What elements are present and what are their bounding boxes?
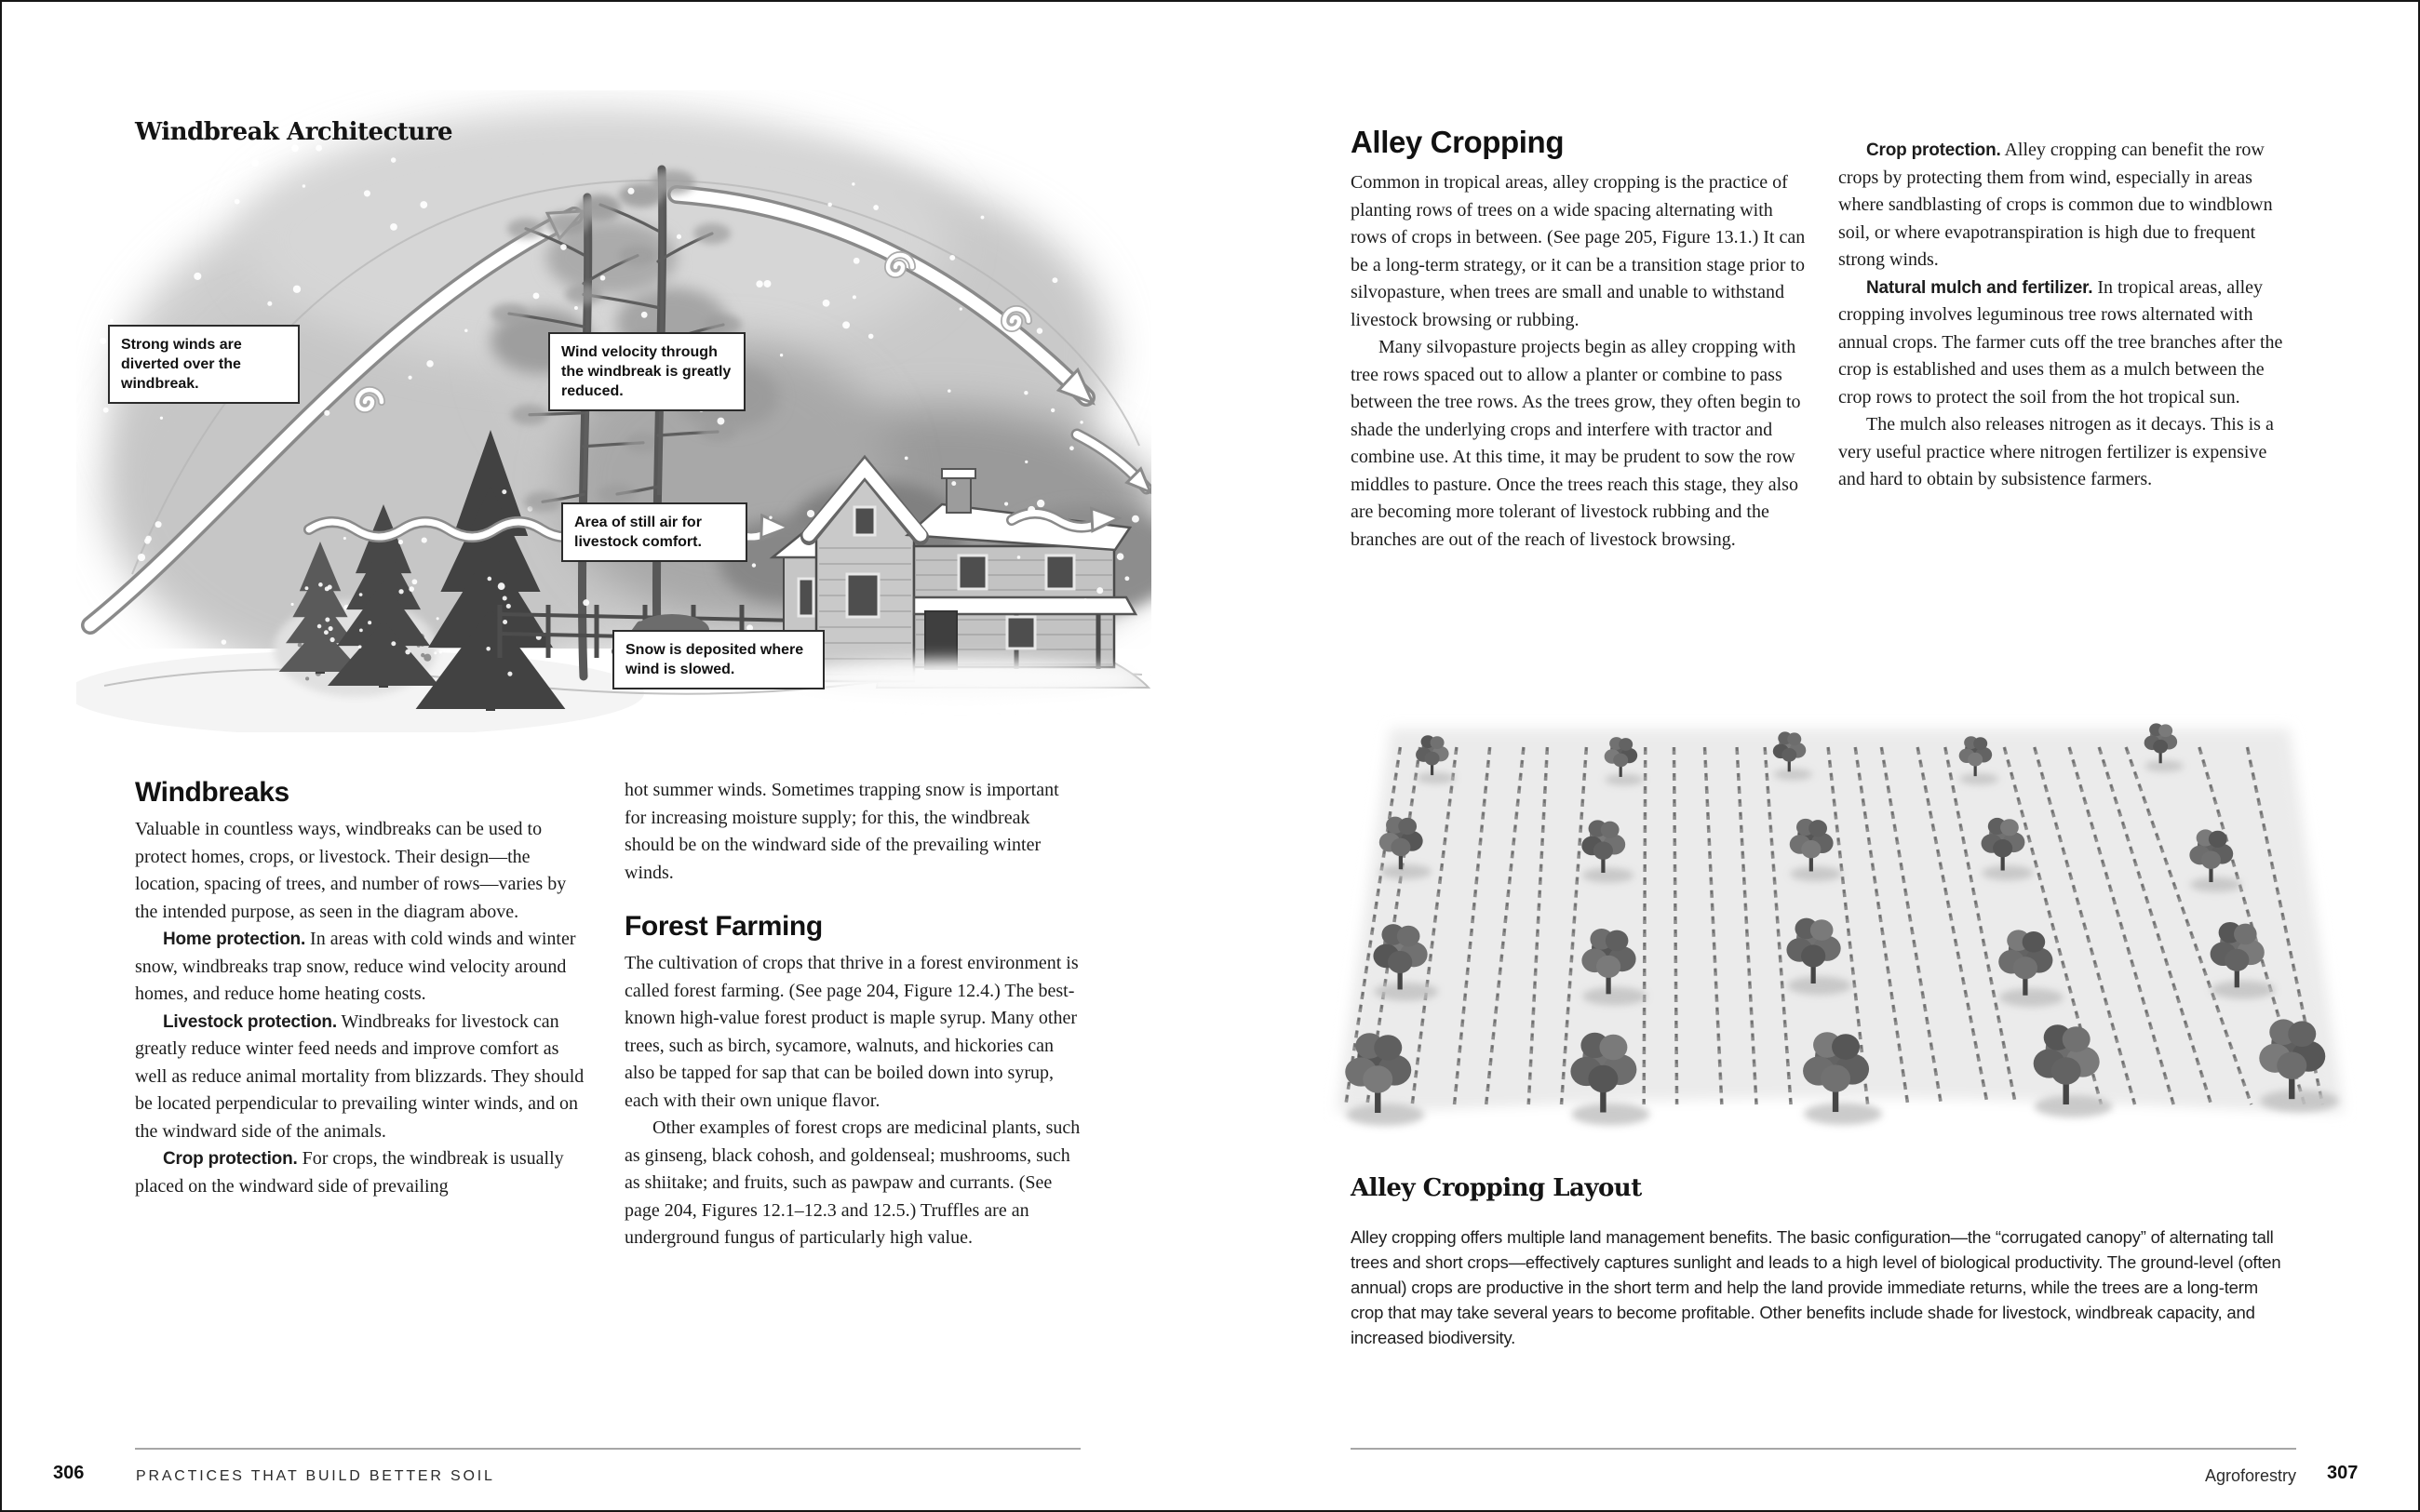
alley-cropping-illustration bbox=[1324, 684, 2357, 1166]
paragraph: Common in tropical areas, alley cropping is the practice of planting rows of trees on a wide spacing alternating with rows of crops in between. (See page 205, Figure 13.1.) It can be a long-term strategy, or it can be a transition stage prior to silvopasture, when trees are small and unable to withstand livestock browsing or rubbing. bbox=[1351, 172, 1806, 330]
run-in-heading: Livestock protection. bbox=[163, 1011, 337, 1032]
left-footer-rule bbox=[135, 1448, 1081, 1450]
left-page-text bbox=[135, 777, 1081, 1252]
paragraph-text: Alley cropping can benefit the row crops by protecting them from wind, especially in areas where sandblasting of crops is common due to windblown soil, or where evapotranspiration is high due to frequent strong winds. bbox=[1838, 140, 2273, 270]
left-page-number: 306 bbox=[53, 1463, 85, 1483]
section-title-footer: Agroforestry bbox=[2204, 1466, 2296, 1485]
windbreaks-heading: Windbreaks bbox=[135, 777, 289, 808]
callout-strong-winds: Strong winds are diverted over the windbreak. bbox=[108, 325, 300, 404]
right-page-text bbox=[1351, 125, 2296, 554]
paragraph bbox=[135, 926, 591, 1009]
paragraph bbox=[1838, 137, 2296, 274]
paragraph: The cultivation of crops that thrive in a forest environment is called forest farming. (See page 204, Figure 12.4.) The best-known high-value forest product is maple syrup. Many other trees, such as birch, sycamore, walnuts, and hickories can also be tapped for sap that can be boiled down into syrup, each with their own unique flavor. bbox=[625, 953, 1079, 1111]
run-in-heading: Natural mulch and fertilizer. bbox=[1866, 277, 2093, 298]
paragraph-text: In areas with cold winds and winter snow, windbreaks trap snow, reduce wind velocity around homes, and reduce home heating costs. bbox=[135, 929, 576, 1004]
paragraph-text: For crops, the windbreak is usually placed on the windward side of prevailing bbox=[135, 1148, 564, 1197]
paragraph: Valuable in countless ways, windbreaks can be used to protect homes, crops, or livestock. Their design—the location, spacing of trees, and number of rows—varies by the intended purpose, as seen in the diagram above. bbox=[135, 819, 567, 922]
right-column-1 bbox=[1351, 125, 1808, 554]
paragraph: The mulch also releases nitrogen as it decays. This is a very useful practice where nitrogen fertilizer is expensive and hard to obtain by subsistence farmers. bbox=[1838, 414, 2274, 489]
left-column-1 bbox=[135, 777, 591, 1252]
windbreak-diagram-figure bbox=[76, 90, 1151, 732]
caption-body: Alley cropping offers multiple land management benefits. The basic configuration—the “corrugated canopy” of alternating tall trees and short crops—effectively captures sunlight and leads to a high level of biological productivity. The ground-level (often annual) crops are productive in the short term and help the land provide immediate returns, while the trees are a long-term crop that may take several years to become profitable. Other benefits include shade for livestock, windbreak capacity, and increased biodiversity. bbox=[1351, 1227, 2281, 1347]
caption-heading: Alley Cropping Layout bbox=[1351, 1174, 1642, 1202]
callout-snow-deposit: Snow is deposited where wind is slowed. bbox=[612, 630, 825, 689]
paragraph-continuation: hot summer winds. Sometimes trapping snow is important for increasing moisture supply; for this, the windbreak should be on the windward side of the prevailing winter winds. bbox=[625, 780, 1059, 883]
paragraph-text: In tropical areas, alley cropping involves leguminous tree rows alternated with annual crops. The farmer cuts off the tree branches after the crop is established and uses them as a mulch between the crop rows to protect the soil from the hot tropical sun. bbox=[1838, 276, 2283, 408]
paragraph: Many silvopasture projects begin as alley cropping with tree rows spaced out to allow a planter or combine to pass between the tree rows. As the trees grow, they often begin to shade the underlying crops and interfere with tractor and combine use. At this time, it may be prudent to sow the row middles to pasture. Once the trees reach this stage, they also are becoming more tolerant of livestock rubbing and the branches are out of the reach of livestock browsing. bbox=[1351, 337, 1801, 550]
run-in-heading: Crop protection. bbox=[1866, 140, 2001, 160]
paragraph: Other examples of forest crops are medicinal plants, such as ginseng, black cohosh, and goldenseal; mushrooms, such as shiitake; and fruits, such as pawpaw and currants. (See page 204, Figures 12.1–12.3 and 12.5.) Truffles are an underground fungus of particularly high value. bbox=[625, 1117, 1081, 1248]
run-in-heading: Home protection. bbox=[163, 930, 306, 949]
alley-cropping-heading: Alley Cropping bbox=[1351, 125, 1565, 159]
left-column-2 bbox=[625, 777, 1081, 1252]
paragraph bbox=[135, 1145, 591, 1200]
right-footer-rule bbox=[1351, 1448, 2296, 1450]
forest-farming-heading: Forest Farming bbox=[625, 911, 823, 942]
paragraph bbox=[135, 1009, 591, 1146]
chapter-title-footer: PRACTICES THAT BUILD BETTER SOIL bbox=[136, 1468, 495, 1484]
run-in-heading: Crop protection. bbox=[163, 1149, 298, 1169]
paragraph bbox=[1838, 274, 2296, 412]
right-page-number: 307 bbox=[2327, 1463, 2359, 1483]
callout-still-air: Area of still air for livestock comfort. bbox=[561, 502, 747, 562]
paragraph-text: Windbreaks for livestock can greatly reduce winter feed needs and improve comfort as well as reduce animal mortality from blizzards. They should be located perpendicular to prevailing winter winds, and on the windward side of the animals. bbox=[135, 1010, 585, 1142]
diagram-title: Windbreak Architecture bbox=[135, 118, 453, 146]
callout-wind-velocity: Wind velocity through the windbreak is greatly reduced. bbox=[548, 332, 746, 411]
right-column-2 bbox=[1838, 137, 2296, 554]
alley-cropping-figure bbox=[1324, 684, 2357, 1166]
